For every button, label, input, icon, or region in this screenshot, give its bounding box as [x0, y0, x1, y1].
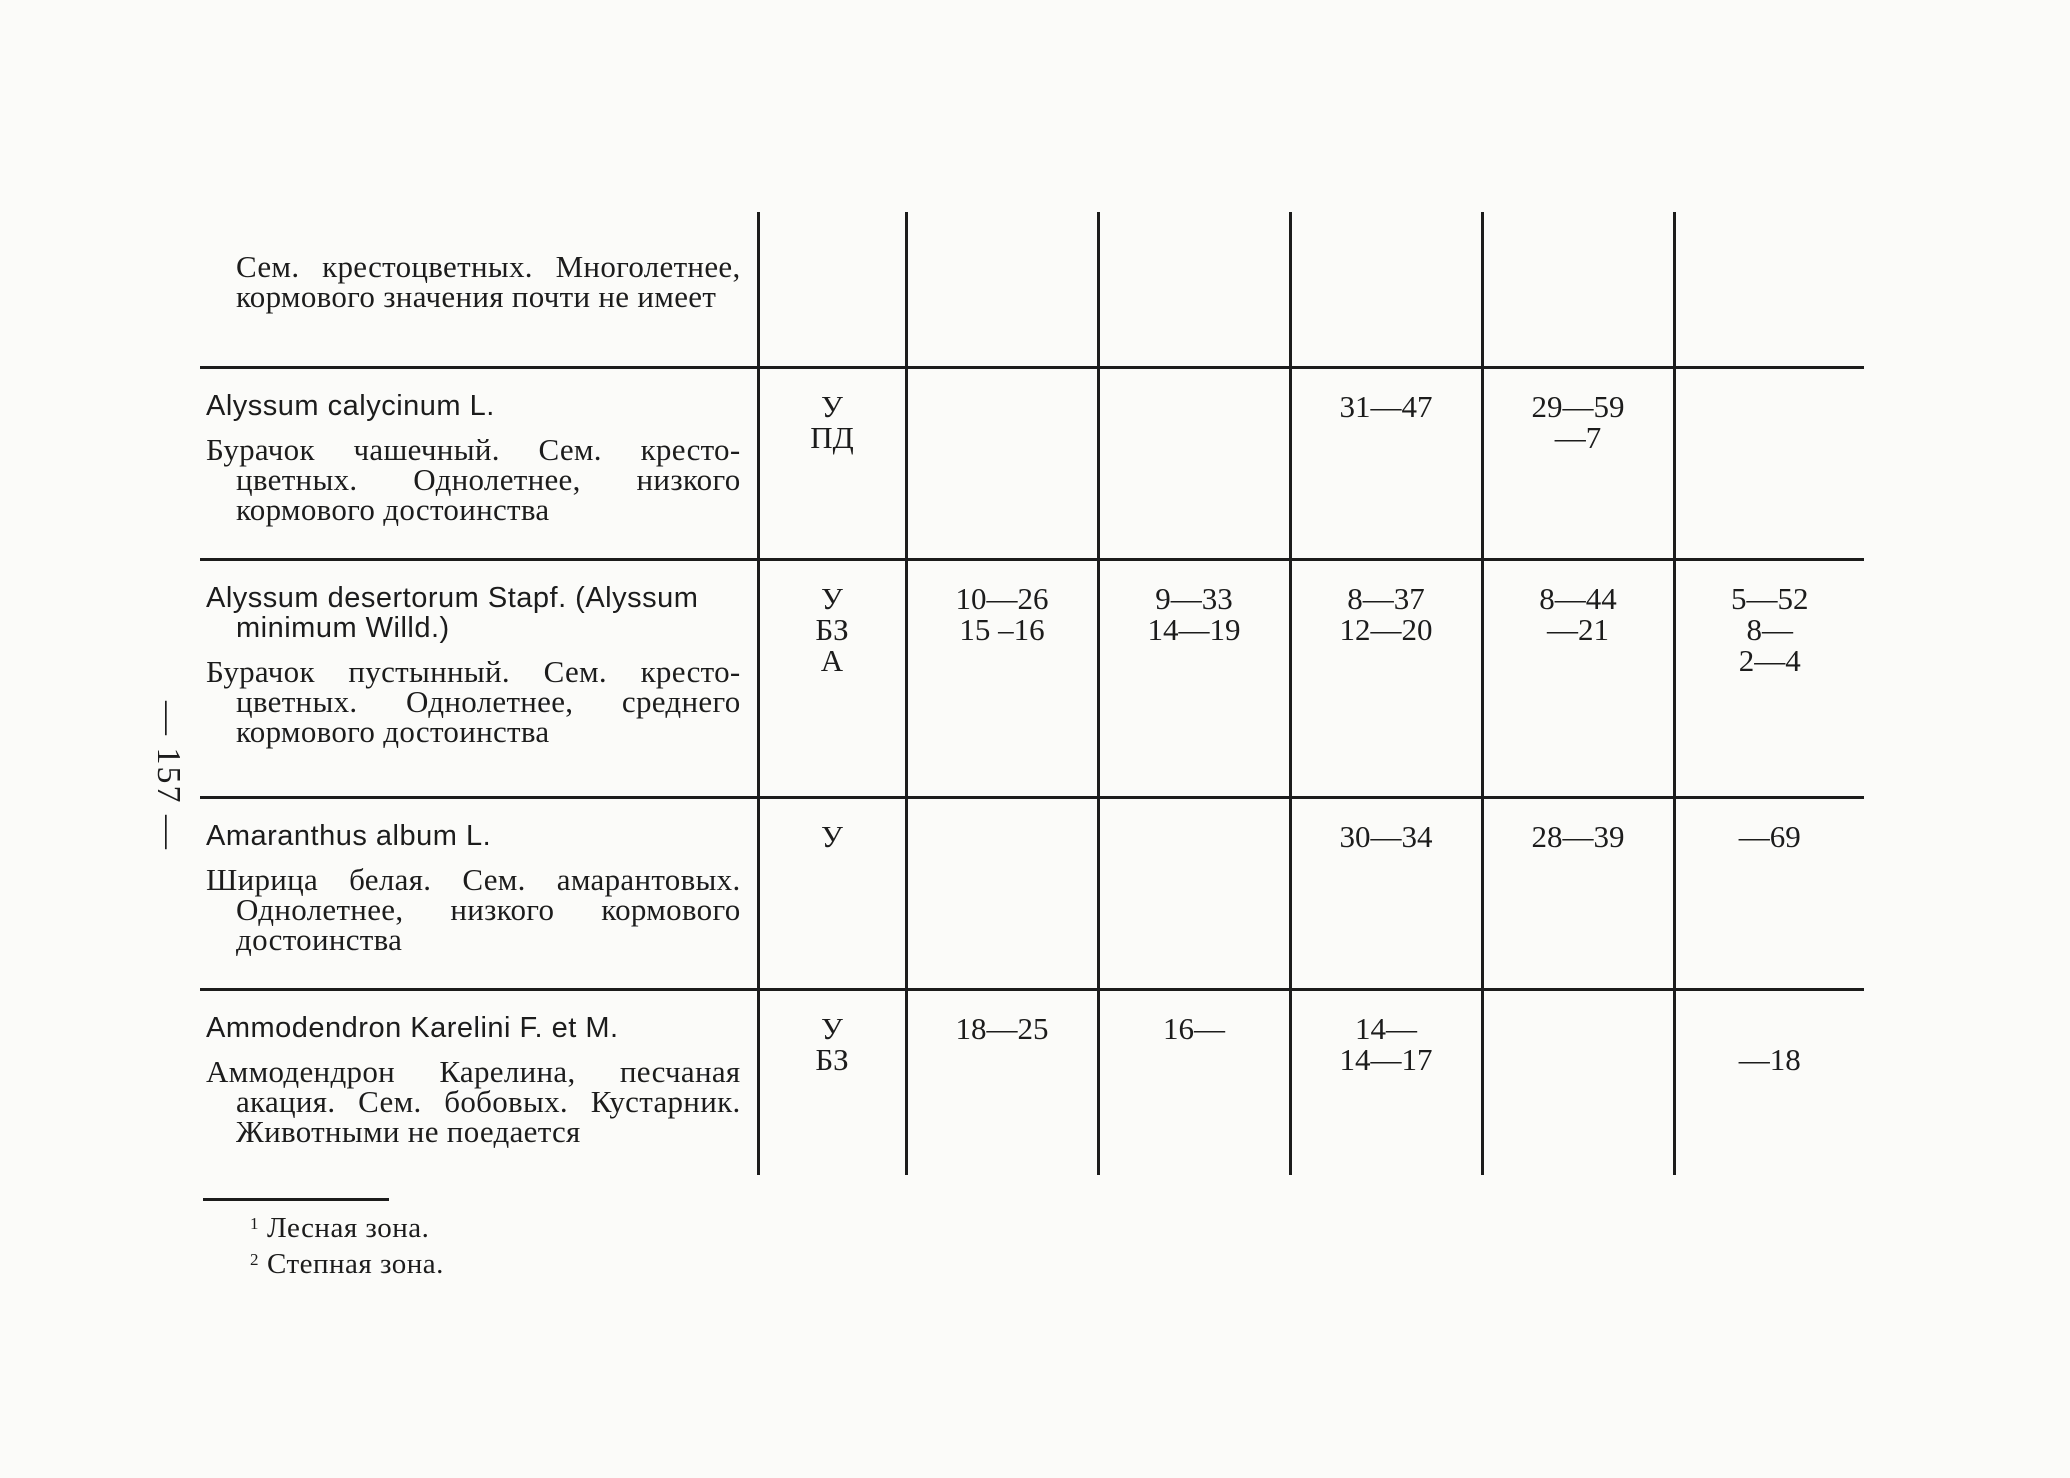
zone-code-cell — [758, 367, 906, 559]
value-line: 28—39 — [1531, 818, 1625, 854]
value-cell-3 — [1290, 559, 1482, 797]
plant-description: Сем. крестоцветных. Многолетнее, кормового значения почти не имеет — [236, 249, 741, 314]
value-cell-5 — [1674, 367, 1864, 559]
footnote-1: $^1$ Лесная зона. — [250, 1212, 430, 1244]
zone-code: ПД — [810, 419, 854, 455]
value-line: 14—19 — [1147, 611, 1241, 647]
table-row — [200, 367, 1864, 559]
value-cell-1 — [906, 797, 1098, 989]
value-line: 14— — [1355, 1010, 1417, 1046]
plant-description: Бурачок пустынный. Сем. кресто-цветных. Однолетнее, среднего кормового достоинства — [206, 653, 741, 749]
value-cell-4 — [1482, 797, 1674, 989]
footnotes — [250, 1208, 444, 1280]
value-line: —7 — [1554, 419, 1602, 455]
zone-code: У — [821, 580, 843, 616]
value-cell-2 — [1098, 559, 1290, 797]
value-line: 2—4 — [1738, 642, 1801, 678]
table-row — [200, 212, 1864, 367]
value-line: 10—26 — [955, 580, 1049, 616]
table-row — [200, 989, 1864, 1175]
value-cell-4 — [1482, 559, 1674, 797]
value-cell-1 — [906, 367, 1098, 559]
footnote-2: $^2$ Степная зона. — [250, 1248, 444, 1280]
value-cell-1 — [906, 212, 1098, 367]
value-cell-2 — [1098, 989, 1290, 1175]
footnote-rule — [203, 1198, 389, 1201]
value-line: —21 — [1547, 611, 1609, 647]
plant-name-cell — [200, 212, 758, 367]
zone-code: А — [820, 642, 844, 678]
zone-code: БЗ — [815, 611, 849, 647]
value-line: 18—25 — [955, 1010, 1049, 1046]
value-line: 14—17 — [1339, 1041, 1433, 1077]
value-line: 8—37 — [1347, 580, 1425, 616]
latin-name: Alyssum desertorum Stapf. (Alyssum minimum Willd.) — [206, 581, 699, 644]
value-cell-4 — [1482, 212, 1674, 367]
plant-name-cell — [200, 797, 758, 989]
value-line: 5—52 — [1731, 580, 1809, 616]
table-row — [200, 559, 1864, 797]
plant-name-cell — [200, 367, 758, 559]
value-cell-3 — [1290, 797, 1482, 989]
page-number: — 157 — — [150, 701, 187, 851]
zone-code: БЗ — [815, 1041, 849, 1077]
value-cell-1 — [906, 559, 1098, 797]
table-row — [200, 797, 1864, 989]
value-line: 16— — [1163, 1010, 1225, 1046]
value-line — [1676, 1013, 1865, 1044]
value-line: 12—20 — [1339, 611, 1433, 647]
value-line: 9—33 — [1155, 580, 1233, 616]
plant-name-cell — [200, 559, 758, 797]
zone-code-cell — [758, 212, 906, 367]
value-line: 15 –16 — [959, 611, 1045, 647]
value-cell-2 — [1098, 797, 1290, 989]
value-line: 29—59 — [1531, 388, 1625, 424]
value-line: 8— — [1746, 611, 1793, 647]
forage-plants-table — [200, 212, 1864, 1175]
value-cell-4 — [1482, 989, 1674, 1175]
value-cell-5 — [1674, 989, 1864, 1175]
table-body — [200, 212, 1864, 1175]
latin-name: Alyssum calycinum L. — [206, 389, 495, 422]
plant-description: Ширица белая. Сем. амарантовых. Однолетнее, низкого кормового достоинства — [206, 861, 741, 957]
value-line: —18 — [1738, 1041, 1801, 1077]
value-cell-3 — [1290, 989, 1482, 1175]
value-cell-5 — [1674, 212, 1864, 367]
value-line: —69 — [1738, 818, 1801, 854]
latin-name: Ammodendron Karelini F. et M. — [206, 1011, 619, 1044]
value-cell-3 — [1290, 212, 1482, 367]
value-cell-3 — [1290, 367, 1482, 559]
value-cell-2 — [1098, 367, 1290, 559]
value-cell-1 — [906, 989, 1098, 1175]
zone-code: У — [821, 388, 843, 424]
value-line: 31—47 — [1339, 388, 1433, 424]
zone-code: У — [821, 818, 843, 854]
value-cell-5 — [1674, 797, 1864, 989]
plant-description: Аммодендрон Карелина, песчаная акация. Сем. бобовых. Кустарник. Животными не поедается — [206, 1053, 741, 1149]
zone-code: У — [821, 1010, 843, 1046]
plant-name-cell — [200, 989, 758, 1175]
value-cell-4 — [1482, 367, 1674, 559]
value-cell-5 — [1674, 559, 1864, 797]
zone-code-cell — [758, 989, 906, 1175]
zone-code-cell — [758, 559, 906, 797]
zone-code-cell — [758, 797, 906, 989]
latin-name: Amaranthus album L. — [206, 819, 492, 852]
value-line: 30—34 — [1339, 818, 1433, 854]
value-line: 8—44 — [1539, 580, 1617, 616]
plant-description: Бурачок чашечный. Сем. кресто-цветных. Однолетнее, низкого кормового достоинства — [206, 431, 741, 527]
value-cell-2 — [1098, 212, 1290, 367]
